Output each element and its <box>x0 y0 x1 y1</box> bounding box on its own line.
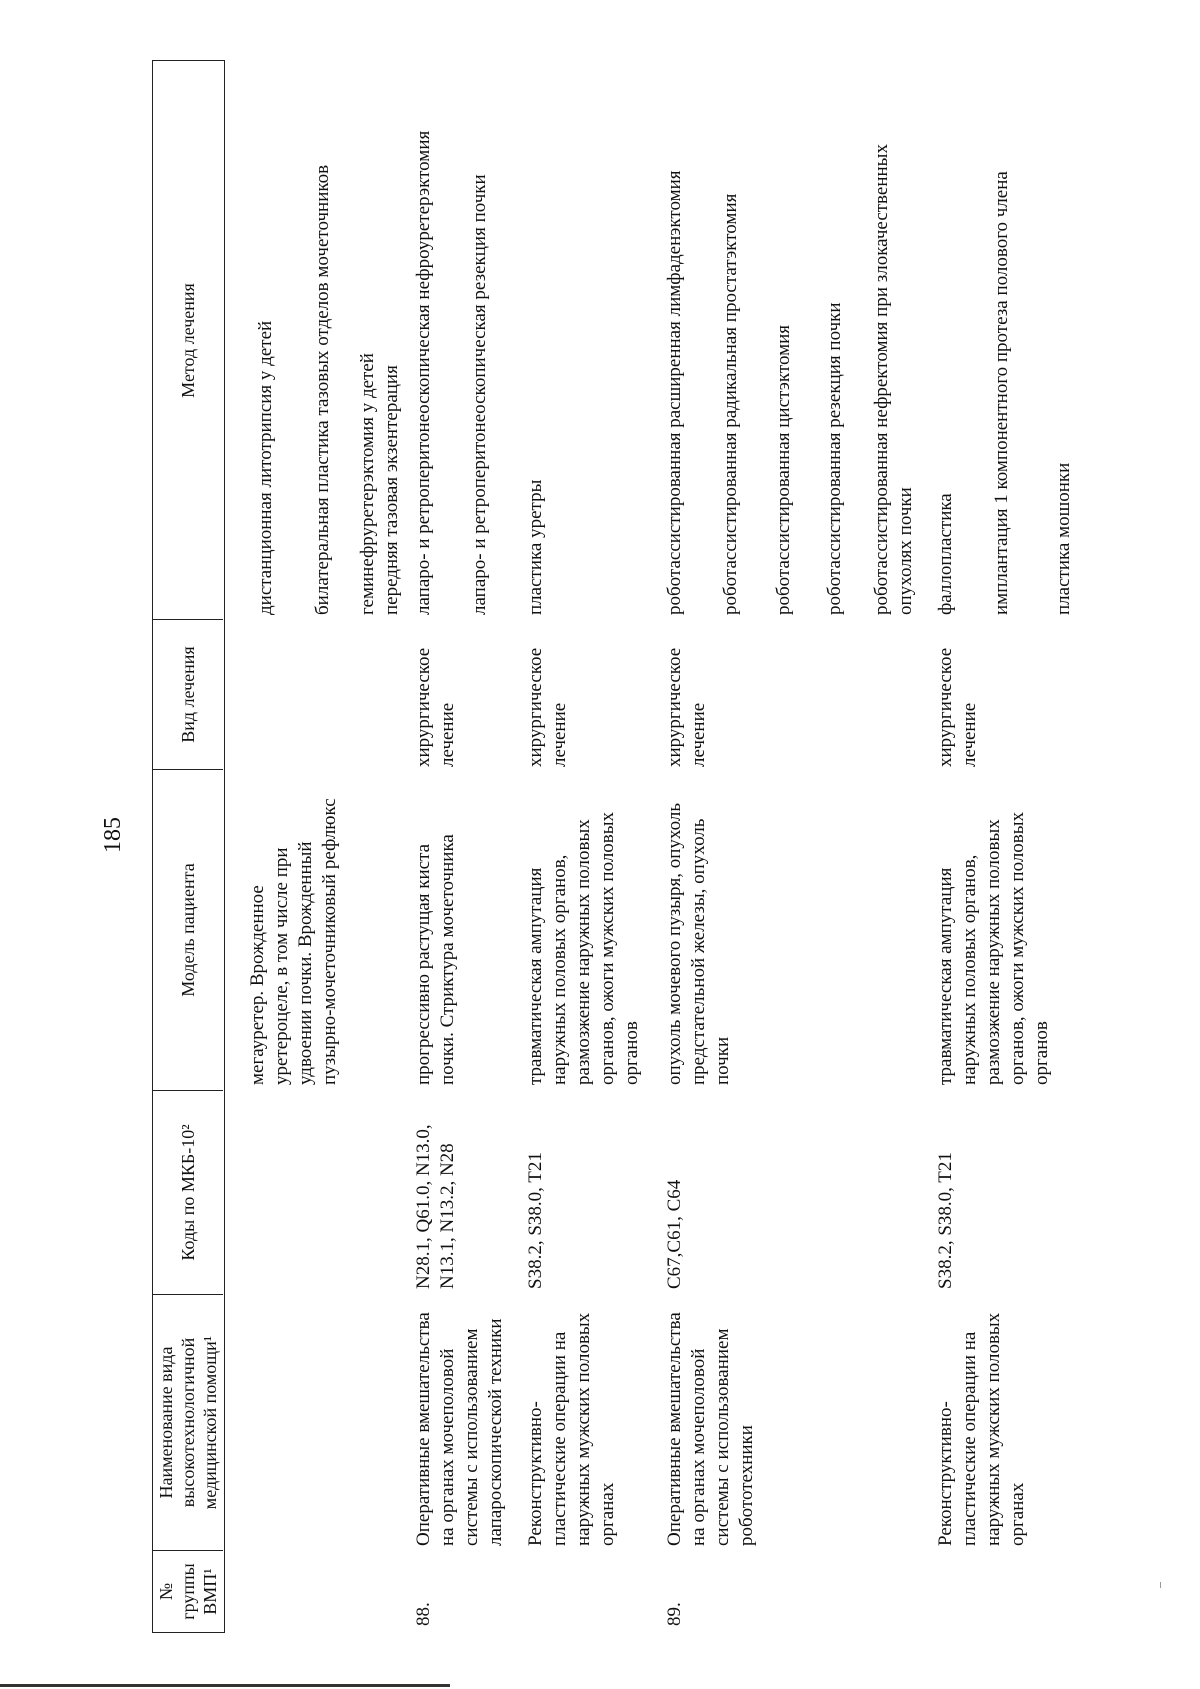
treatment-method: роботассистированная резекция почки <box>824 302 845 615</box>
header-group-number: № группы ВМП¹ <box>153 1550 223 1632</box>
treatment-method: роботассистированная расширенная лимфаденэктомия <box>664 170 685 615</box>
care-type-name: Реконструктивно- пластические операции на наружных мужских половых органах <box>935 1312 1028 1546</box>
treatment-method: пластика уретры <box>525 479 546 615</box>
treatment-method: роботассистированная радикальная простатэктомия <box>720 193 741 615</box>
scan-edge-line <box>0 1684 450 1687</box>
treatment-type: хирургическое лечение <box>935 647 980 767</box>
group-number: 89. <box>664 1602 685 1626</box>
treatment-method: роботассистированная цистэктомия <box>773 324 794 615</box>
treatment-method: лапаро- и ретроперитонеоскопическая резекция почки <box>469 174 490 615</box>
treatment-method: билатеральная пластика тазовых отделов мочеточников <box>312 164 333 615</box>
treatment-method: дистанционная литотрипсия у детей <box>255 320 276 615</box>
treatment-type: хирургическое лечение <box>413 647 458 767</box>
rotated-table-page <box>100 60 1192 1633</box>
icd-codes: C67,C61, C64 <box>664 1179 685 1289</box>
patient-model: опухоль мочевого пузыря, опухоль предстательной железы, опухоль почки <box>664 802 733 1085</box>
care-type-name: Оперативные вмешательства на органах мочеполовой системы с использованием робототехники <box>664 1312 757 1546</box>
treatment-method: пластика мошонки <box>1053 462 1074 615</box>
patient-model: травматическая ампутация наружных половых органов, размозжение наружных половых органов, ожоги мужских половых органов <box>935 811 1052 1085</box>
header-care-type-name: Наименование вида высокотехнологичной медицинской помощи¹ <box>153 1294 223 1550</box>
treatment-method: имплантация 1 компонентного протеза полового члена <box>991 171 1012 615</box>
icd-codes: N28.1, Q61.0, N13.0, N13.1, N13.2, N28 <box>413 1124 458 1289</box>
patient-model: травматическая ампутация наружных половых органов, размозжение наружных половых органов, ожоги мужских половых органов <box>525 811 642 1085</box>
group-number: 88. <box>413 1602 434 1626</box>
header-treatment-type: Вид лечения <box>153 619 223 769</box>
table-header <box>152 60 225 1633</box>
treatment-method: фаллопластика <box>935 493 956 615</box>
header-treatment-method: Метод лечения <box>178 283 198 398</box>
header-patient-model: Модель пациента <box>153 769 223 1090</box>
patient-model: прогрессивно растущая киста почки. Стриктура мочеточника <box>413 834 458 1085</box>
treatment-type: хирургическое лечение <box>664 647 709 767</box>
header-icd-codes: Коды по МКБ-10² <box>153 1090 223 1294</box>
icd-codes: S38.2, S38.0, T21 <box>935 1152 956 1289</box>
patient-model: мегауретер. Врожденное уретероцеле, в том числе при удвоении почки. Врожденный пузырно-мочеточниковый рефлюкс <box>247 798 340 1085</box>
care-type-name: Оперативные вмешательства на органах мочеполовой системы с использованием лапароскопической техники <box>413 1312 506 1546</box>
treatment-method: лапаро- и ретроперитонеоскопическая нефроуретерэктомия <box>413 130 434 615</box>
page-number: 185 <box>100 817 126 853</box>
icd-codes: S38.2, S38.0, T21 <box>525 1152 546 1289</box>
care-type-name: Реконструктивно- пластические операции на наружных мужских половых органах <box>525 1312 618 1546</box>
treatment-method: геминефруретерэктомия у детей передняя тазовая экзентерация <box>357 353 402 615</box>
treatment-method: роботассистированная нефректомия при злокачественных опухолях почки <box>871 144 916 615</box>
scan-mark <box>1160 1582 1161 1588</box>
treatment-type: хирургическое лечение <box>525 647 570 767</box>
